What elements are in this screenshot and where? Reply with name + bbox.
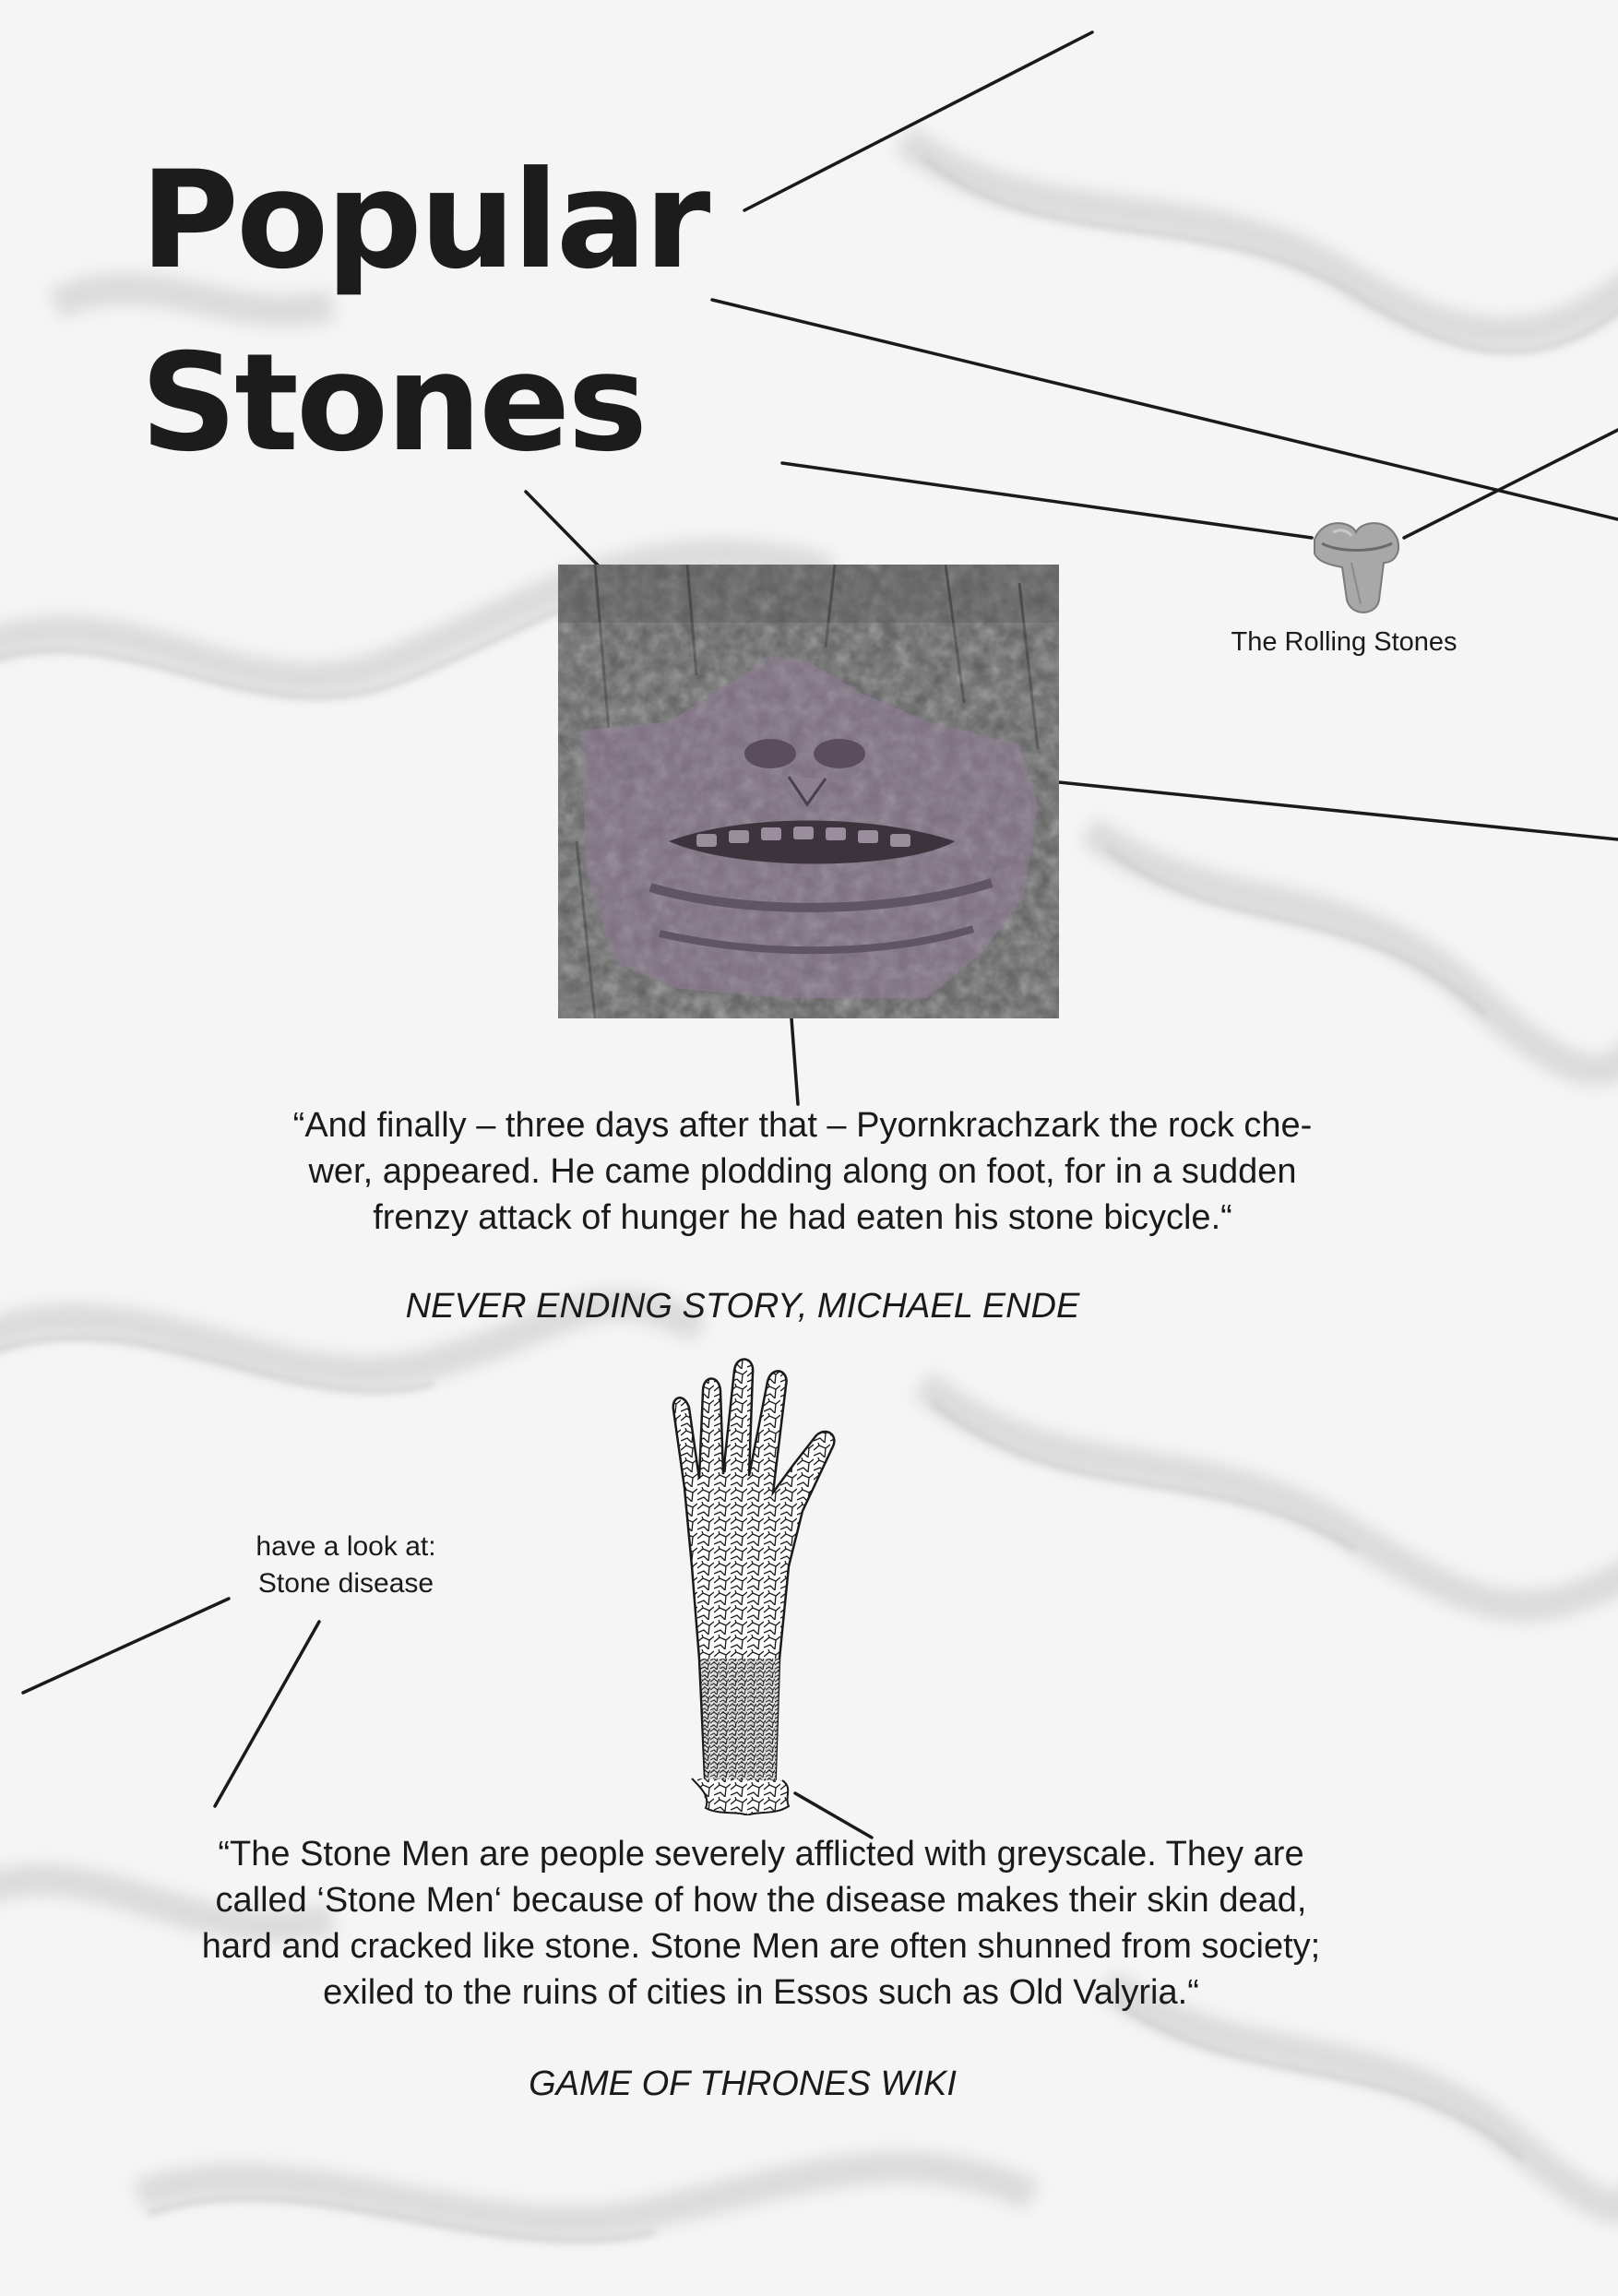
connector-line <box>712 300 1618 519</box>
connector-line <box>791 1018 798 1104</box>
connector-line <box>744 32 1092 210</box>
game-of-thrones-quote <box>120 1831 1402 2016</box>
stone-disease-note <box>198 1529 494 1602</box>
connector-line <box>782 463 1312 538</box>
never-ending-story-source: NEVER ENDING STORY, MICHAEL ENDE <box>405 1287 1080 1326</box>
game-of-thrones-source: GAME OF THRONES WIKI <box>529 2064 957 2103</box>
title-line-2: Stones <box>140 325 646 482</box>
connector-line <box>1059 782 1618 839</box>
connector-line <box>23 1599 229 1693</box>
rolling-stones-tongue-logo <box>1305 512 1407 623</box>
connector-line <box>215 1622 319 1806</box>
quote1-line-1: “And finally – three days after that – Pyornkrachzark the rock che- <box>292 1106 1313 1145</box>
connector-line <box>1404 430 1618 538</box>
stone-hand-illustration <box>664 1354 863 1815</box>
never-ending-story-quote <box>235 1102 1370 1241</box>
quote2-line-2: called ‘Stone Men‘ because of how the disease makes their skin dead, <box>215 1881 1307 1920</box>
note-line-1: have a look at: <box>256 1531 436 1562</box>
title-line-1: Popular <box>140 142 708 299</box>
rolling-stones-caption: The Rolling Stones <box>1231 627 1457 657</box>
quote2-line-3: hard and cracked like stone. Stone Men are often shunned from society; <box>201 1927 1321 1966</box>
quote2-line-4: exiled to the ruins of cities in Essos such as Old Valyria.“ <box>323 1973 1199 2012</box>
quote2-line-1: “The Stone Men are people severely afflicted with greyscale. They are <box>218 1835 1304 1874</box>
note-line-2: Stone disease <box>257 1568 434 1599</box>
quote1-line-3: frenzy attack of hunger he had eaten his stone bicycle.“ <box>373 1198 1232 1237</box>
rock-chewer-image <box>558 565 1059 1018</box>
quote1-line-2: wer, appeared. He came plodding along on foot, for in a sudden <box>308 1152 1297 1191</box>
